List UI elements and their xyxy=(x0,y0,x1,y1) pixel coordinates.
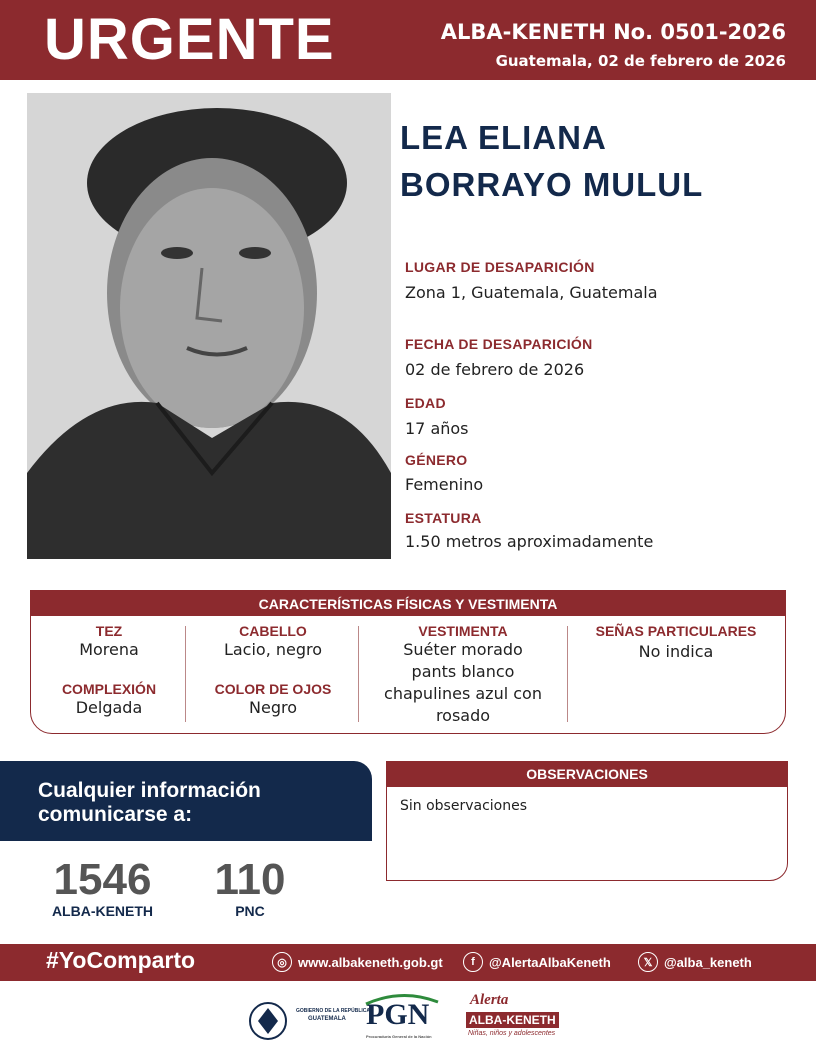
urgent-title: URGENTE xyxy=(44,7,335,72)
edad-label: EDAD xyxy=(405,395,446,411)
portrait-image xyxy=(27,93,391,559)
facebook-text: @AlertaAlbaKeneth xyxy=(489,954,611,970)
contact-line-1: Cualquier información xyxy=(38,779,261,802)
globe-icon: ◎ xyxy=(272,952,292,972)
pgn-logo: PGN xyxy=(366,998,430,1031)
vestimenta-column xyxy=(360,623,566,727)
lugar-value: Zona 1, Guatemala, Guatemala xyxy=(405,283,658,302)
case-number: ALBA-KENETH No. 0501-2026 xyxy=(440,20,786,44)
genero-value: Femenino xyxy=(405,475,484,494)
divider xyxy=(358,626,359,722)
observations-text: Sin observaciones xyxy=(400,798,528,814)
x-icon: 𝕏 xyxy=(638,952,658,972)
complexion-value: Delgada xyxy=(75,698,143,717)
name-line-1: LEA ELIANA xyxy=(400,119,607,156)
phone-label-pnc: PNC xyxy=(235,903,265,919)
cabello-label: CABELLO xyxy=(239,623,307,639)
lugar-label: LUGAR DE DESAPARICIÓN xyxy=(405,259,595,275)
x-text: @alba_keneth xyxy=(664,954,752,970)
phone-number-alba[interactable]: 1546 xyxy=(53,855,152,904)
contact-box xyxy=(0,761,372,841)
vestimenta-line-3: chapulines azul con xyxy=(384,684,542,703)
website-link[interactable] xyxy=(272,952,443,972)
guatemala-coat-of-arms-icon xyxy=(248,996,308,1046)
fecha-value: 02 de febrero de 2026 xyxy=(405,360,585,379)
contact-line-2: comunicarse a: xyxy=(38,803,193,826)
edad-value: 17 años xyxy=(405,419,469,438)
pgn-swoosh-icon xyxy=(362,992,442,1008)
estatura-label: ESTATURA xyxy=(405,510,482,526)
senas-label: SEÑAS PARTICULARES xyxy=(595,623,757,639)
alba-subtitle: Niñas, niños y adolescentes xyxy=(468,1030,556,1037)
genero-label: GÉNERO xyxy=(405,452,468,468)
facebook-link[interactable] xyxy=(463,952,611,972)
vestimenta-label: VESTIMENTA xyxy=(418,623,508,639)
cabello-value: Lacio, negro xyxy=(223,640,323,659)
observations-title: OBSERVACIONES xyxy=(386,761,788,787)
vestimenta-line-1: Suéter morado xyxy=(403,640,523,659)
phone-number-pnc[interactable]: 110 xyxy=(214,855,286,904)
person-photo xyxy=(27,93,391,559)
tez-column xyxy=(36,623,182,719)
senas-value: No indica xyxy=(638,642,714,661)
person-name xyxy=(400,114,703,208)
vestimenta-line-4: rosado xyxy=(435,706,491,725)
estatura-value: 1.50 metros aproximadamente xyxy=(405,532,654,551)
x-link[interactable] xyxy=(638,952,752,972)
logos-row xyxy=(0,992,816,1052)
divider xyxy=(185,626,186,722)
gov-line-1: GOBIERNO DE LA REPÚBLICA xyxy=(296,1008,370,1014)
fecha-label: FECHA DE DESAPARICIÓN xyxy=(405,336,593,352)
tez-value: Morena xyxy=(79,640,139,659)
case-date: Guatemala, 02 de febrero de 2026 xyxy=(495,52,786,70)
ojos-label: COLOR DE OJOS xyxy=(214,681,332,697)
cabello-column xyxy=(188,623,358,719)
facebook-icon: f xyxy=(463,952,483,972)
alerta-logo: Alerta xyxy=(470,992,509,1008)
pgn-subtitle: Procuraduría General de la Nación xyxy=(366,1034,432,1039)
divider xyxy=(567,626,568,722)
complexion-label: COMPLEXIÓN xyxy=(61,681,157,697)
name-line-2: BORRAYO MULUL xyxy=(400,166,704,203)
ojos-value: Negro xyxy=(249,698,297,717)
gov-line-2: GUATEMALA xyxy=(308,1016,346,1022)
characteristics-title: CARACTERÍSTICAS FÍSICAS Y VESTIMENTA xyxy=(30,590,786,616)
tez-label: TEZ xyxy=(95,623,123,639)
phone-label-alba: ALBA-KENETH xyxy=(51,903,154,919)
senas-column xyxy=(570,623,782,663)
vestimenta-line-2: pants blanco xyxy=(411,662,515,681)
hashtag: #YoComparto xyxy=(46,947,196,973)
alba-keneth-logo: ALBA-KENETH xyxy=(466,1012,559,1028)
website-text: www.albakeneth.gob.gt xyxy=(298,954,443,970)
